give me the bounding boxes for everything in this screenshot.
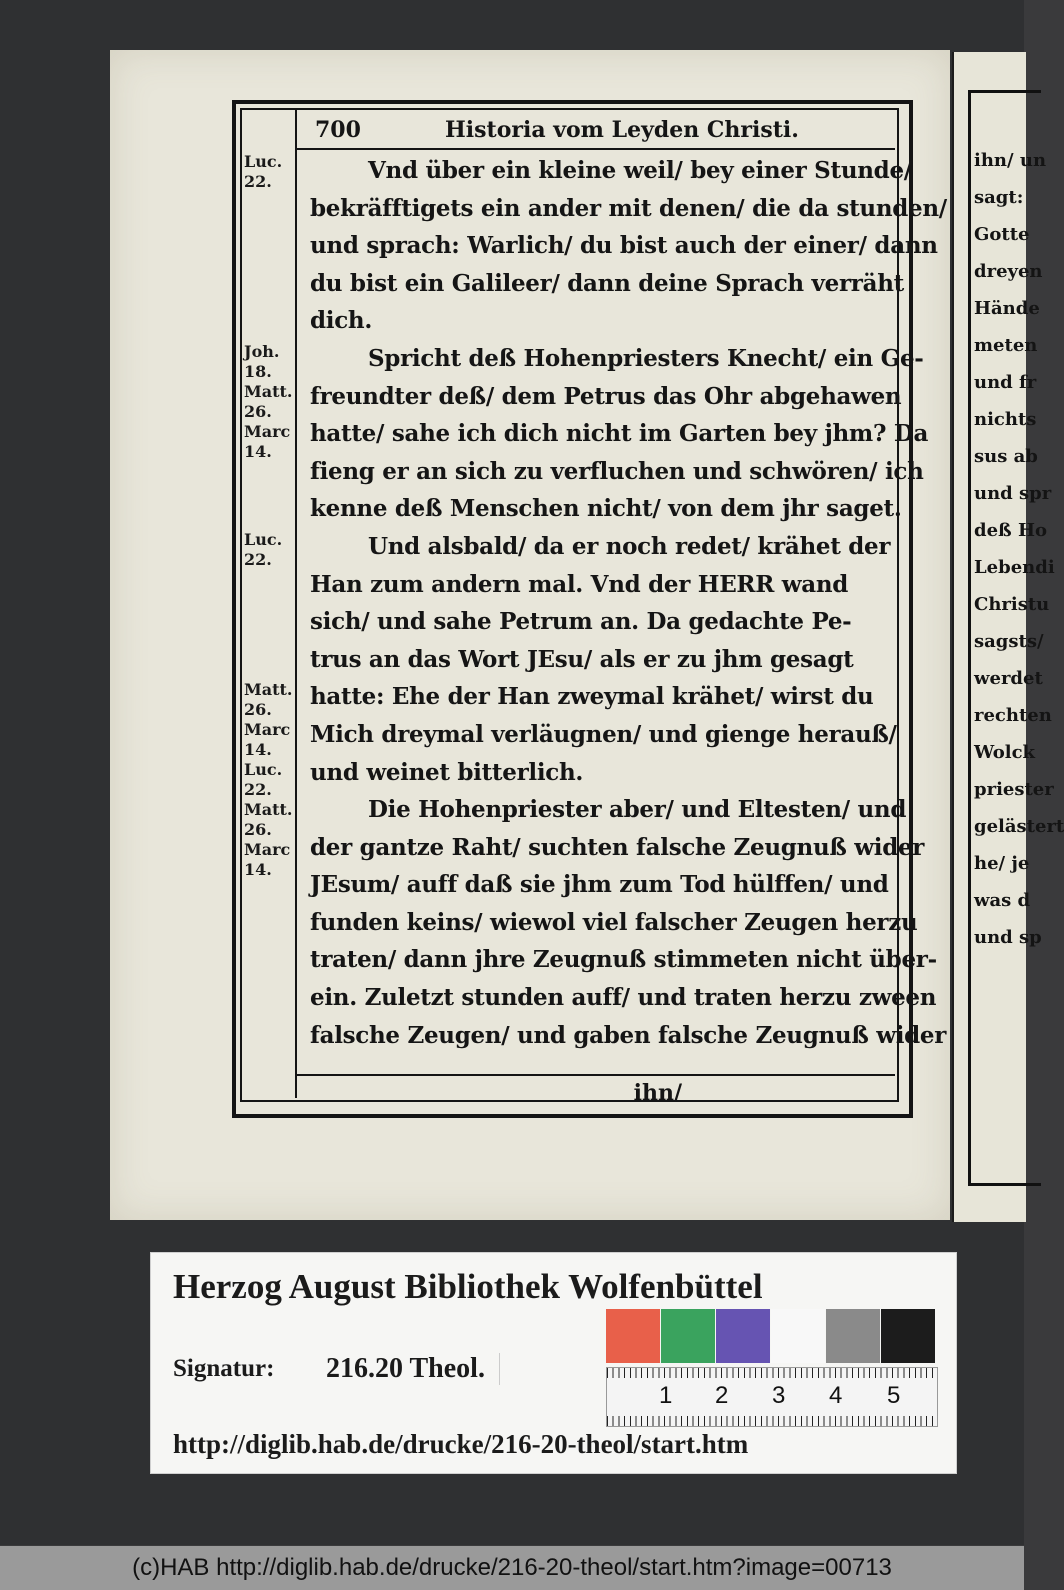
signature-label: Signatur: bbox=[173, 1355, 275, 1382]
color-swatch bbox=[661, 1309, 715, 1363]
text-line: JEsum/ auff daß sie jhm zum Tod hülffen/ und bbox=[310, 871, 889, 899]
facing-page-fragment: was d bbox=[974, 890, 1031, 911]
facing-page-fragment: meten bbox=[974, 335, 1038, 356]
facing-page-fragment: werdet bbox=[974, 668, 1043, 689]
facing-page-fragment: he/ je bbox=[974, 853, 1030, 874]
facing-page-fragment: Hände bbox=[974, 298, 1040, 319]
text-line: ein. Zuletzt stunden auff/ und traten herzu zween bbox=[310, 984, 937, 1012]
text-line: trus an das Wort JEsu/ als er zu jhm gesagt bbox=[310, 645, 854, 673]
text-line: Mich dreymal verläugnen/ und gienge herauß/ bbox=[310, 720, 897, 748]
text-line: bekräfftigets ein ander mit denen/ die da stunden/ bbox=[310, 194, 947, 222]
ruler-number: 1 bbox=[659, 1382, 673, 1409]
header-rule bbox=[297, 148, 895, 150]
page-header bbox=[315, 117, 875, 147]
facing-page-fragment: dreyen bbox=[974, 261, 1043, 282]
label-url: http://diglib.hab.de/drucke/216-20-theol/start.htm bbox=[173, 1429, 749, 1459]
margin-note: Joh. 18. Matt. 26. Marc 14. bbox=[244, 342, 293, 461]
catchword: ihn/ bbox=[633, 1080, 682, 1106]
text-line: Die Hohenpriester aber/ und Eltesten/ und bbox=[368, 796, 907, 824]
text-line: dich. bbox=[310, 307, 373, 335]
text-line: hatte: Ehe der Han zweymal krähet/ wirst du bbox=[310, 683, 874, 711]
facing-page-fragment: nichts bbox=[974, 409, 1037, 430]
text-line: du bist ein Galileer/ dann deine Sprach verräht bbox=[310, 269, 904, 297]
ruler-number: 3 bbox=[772, 1382, 786, 1409]
text-line: falsche Zeugen/ und gaben falsche Zeugnuß wider bbox=[310, 1021, 947, 1049]
facing-page-fragment: und fr bbox=[974, 372, 1037, 393]
color-calibration-chart bbox=[606, 1309, 936, 1427]
body-text bbox=[310, 152, 947, 1054]
text-line: Vnd über ein kleine weil/ bey einer Stunde/ bbox=[368, 157, 912, 184]
text-line: sich/ und sahe Petrum an. Da gedachte Pe- bbox=[310, 608, 852, 636]
paragraph bbox=[310, 528, 897, 791]
text-line: traten/ dann jhre Zeugnuß stimmeten nicht über- bbox=[310, 946, 937, 974]
facing-page-fragment: sagt: bbox=[974, 187, 1024, 208]
margin-note: Luc. 22. bbox=[244, 152, 283, 191]
text-line: und weinet bitterlich. bbox=[310, 758, 584, 786]
measurement-ruler bbox=[606, 1367, 938, 1427]
paragraph bbox=[310, 791, 947, 1054]
footer-rule bbox=[297, 1074, 895, 1076]
signature-value: 216.20 Theol. bbox=[326, 1353, 500, 1385]
color-swatch bbox=[826, 1309, 880, 1363]
color-swatch bbox=[881, 1309, 935, 1363]
text-line: funden keins/ wiewol viel falscher Zeugen herzu bbox=[310, 908, 918, 936]
copyright-footer: (c)HAB http://diglib.hab.de/drucke/216-20-theol/start.htm?image=00713 bbox=[0, 1546, 1024, 1590]
text-line: und sprach: Warlich/ du bist auch der einer/ dann bbox=[310, 232, 938, 260]
color-swatch bbox=[716, 1309, 770, 1363]
facing-page-fragment: rechten bbox=[974, 705, 1052, 726]
facing-page-fragment: Christu bbox=[974, 594, 1050, 615]
facing-page-edge bbox=[952, 52, 1064, 1222]
text-line: fieng er an sich zu verfluchen und schwören/ ich bbox=[310, 457, 924, 485]
facing-page-fragment: priester bbox=[974, 779, 1054, 800]
color-swatch bbox=[771, 1309, 825, 1363]
paragraph bbox=[310, 340, 929, 528]
margin-column-rule bbox=[295, 108, 297, 1098]
margin-note: Matt. 26. Marc 14. Luc. 22. Matt. 26. Marc 14. bbox=[244, 680, 293, 879]
text-line: Spricht deß Hohenpriesters Knecht/ ein Ge- bbox=[368, 344, 924, 372]
facing-page-fragment: und sp bbox=[974, 927, 1042, 948]
facing-page-fragment: und spr bbox=[974, 483, 1052, 504]
margin-note: Luc. 22. bbox=[244, 530, 283, 569]
page-number: 700 bbox=[315, 117, 361, 143]
facing-page-fragment: sagsts/ bbox=[974, 631, 1044, 652]
institution-name: Herzog August Bibliothek Wolfenbüttel bbox=[173, 1267, 763, 1306]
text-line: der gantze Raht/ suchten falsche Zeugnuß wider bbox=[310, 833, 925, 861]
text-line: Und alsbald/ da er noch redet/ krähet der bbox=[368, 532, 891, 560]
facing-page-fragment: Wolck bbox=[974, 742, 1036, 763]
facing-page-fragment: ihn/ un bbox=[974, 150, 1047, 171]
text-line: Han zum andern mal. Vnd der HERR wand bbox=[310, 570, 849, 598]
text-line: hatte/ sahe ich dich nicht im Garten bey jhm? Da bbox=[310, 420, 929, 448]
facing-page-fragment: Gotte bbox=[974, 224, 1030, 245]
ruler-number: 5 bbox=[887, 1382, 901, 1409]
ruler-number: 2 bbox=[715, 1382, 729, 1409]
paragraph bbox=[310, 152, 947, 340]
running-title: Historia vom Leyden Christi. bbox=[445, 117, 799, 143]
book-page bbox=[110, 50, 950, 1220]
library-label bbox=[150, 1252, 957, 1474]
ruler-ticks bbox=[607, 1416, 937, 1426]
facing-page-fragment: Lebendi bbox=[974, 557, 1055, 578]
text-line: freundter deß/ dem Petrus das Ohr abgehawen bbox=[310, 382, 902, 410]
color-swatch bbox=[606, 1309, 660, 1363]
facing-page-fragment: sus ab bbox=[974, 446, 1038, 467]
text-line: kenne deß Menschen nicht/ von dem jhr saget. bbox=[310, 495, 902, 523]
ruler-number: 4 bbox=[829, 1382, 843, 1409]
facing-page-fragment: gelästert bbox=[974, 816, 1064, 837]
facing-page-fragment: deß Ho bbox=[974, 520, 1047, 541]
